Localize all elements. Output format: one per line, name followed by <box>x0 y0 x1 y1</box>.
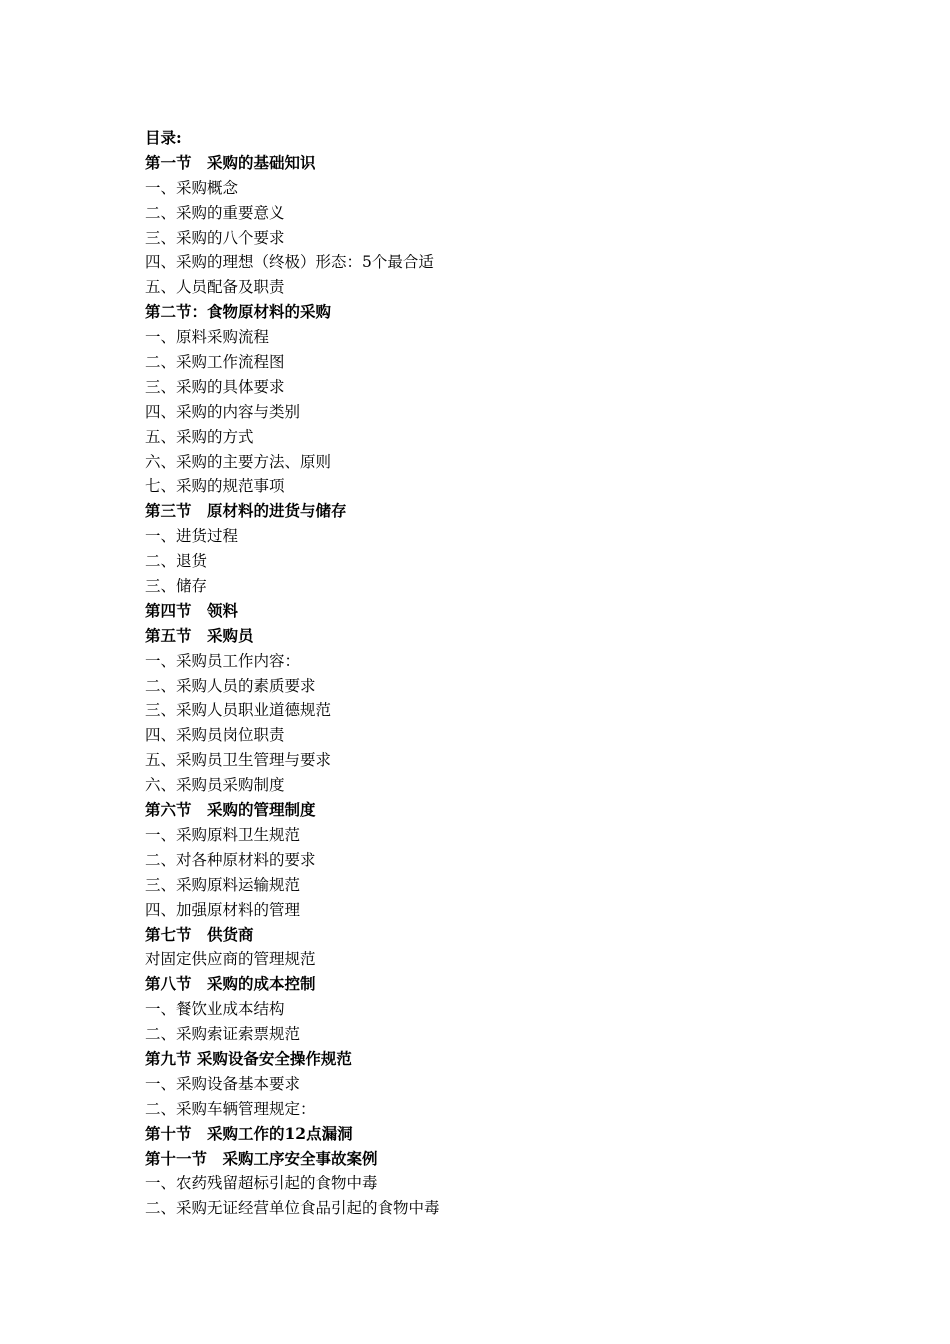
toc-item: 三、采购原料运输规范 <box>145 875 301 894</box>
toc-item: 一、采购员工作内容： <box>145 651 301 670</box>
toc-item: 五、人员配备及职责 <box>145 278 285 297</box>
toc-item: 五、采购的方式 <box>145 427 254 446</box>
toc-item: 四、采购员岗位职责 <box>145 726 285 745</box>
toc-item: 一、采购设备基本要求 <box>145 1074 301 1093</box>
toc-item: 三、采购的具体要求 <box>145 377 285 396</box>
section-heading: 第四节 领料 <box>145 600 239 620</box>
toc-item: 一、采购原料卫生规范 <box>145 825 301 844</box>
section-heading: 第三节 原材料的进货与储存 <box>145 501 347 521</box>
toc-item: 二、采购索证索票规范 <box>145 1025 301 1044</box>
document-body <box>145 126 845 1221</box>
toc-item: 四、采购的内容与类别 <box>145 402 301 421</box>
toc-item: 一、农药残留超标引起的食物中毒 <box>145 1174 378 1193</box>
toc-heading: 目录: <box>145 128 182 147</box>
toc-item: 六、采购员采购制度 <box>145 776 285 795</box>
section-heading: 第六节 采购的管理制度 <box>145 800 316 820</box>
toc-item: 四、加强原材料的管理 <box>145 900 301 919</box>
toc-item: 一、餐饮业成本结构 <box>145 1000 285 1019</box>
toc-item: 对固定供应商的管理规范 <box>145 950 316 969</box>
toc-list <box>145 151 845 1221</box>
toc-item: 三、采购人员职业道德规范 <box>145 701 332 720</box>
toc-item: 二、采购的重要意义 <box>145 203 285 222</box>
section-heading: 第十节 采购工作的12点漏洞 <box>145 1123 353 1143</box>
section-heading: 第二节：食物原材料的采购 <box>145 302 332 322</box>
toc-item: 一、原料采购流程 <box>145 328 270 347</box>
toc-item: 七、采购的规范事项 <box>145 477 285 496</box>
toc-item: 二、采购无证经营单位食品引起的食物中毒 <box>145 1199 440 1218</box>
toc-item: 四、采购的理想（终极）形态：5个最合适 <box>145 253 434 272</box>
section-heading: 第七节 供货商 <box>145 924 254 944</box>
toc-item: 一、进货过程 <box>145 527 239 546</box>
toc-item: 二、采购车辆管理规定： <box>145 1099 316 1118</box>
toc-item: 五、采购员卫生管理与要求 <box>145 751 332 770</box>
section-heading: 第五节 采购员 <box>145 625 254 645</box>
toc-item: 二、采购工作流程图 <box>145 353 285 372</box>
section-heading: 第一节 采购的基础知识 <box>145 152 316 172</box>
toc-item: 三、采购的八个要求 <box>145 228 285 247</box>
toc-item: 二、退货 <box>145 552 208 571</box>
section-heading: 第十一节 采购工序安全事故案例 <box>145 1148 378 1168</box>
toc-item: 六、采购的主要方法、原则 <box>145 452 332 471</box>
toc-item: 三、储存 <box>145 577 208 596</box>
toc-item: 一、采购概念 <box>145 178 239 197</box>
toc-item: 二、对各种原材料的要求 <box>145 850 316 869</box>
section-heading: 第八节 采购的成本控制 <box>145 974 316 994</box>
toc-item: 二、采购人员的素质要求 <box>145 676 316 695</box>
section-heading: 第九节 采购设备安全操作规范 <box>145 1048 352 1068</box>
